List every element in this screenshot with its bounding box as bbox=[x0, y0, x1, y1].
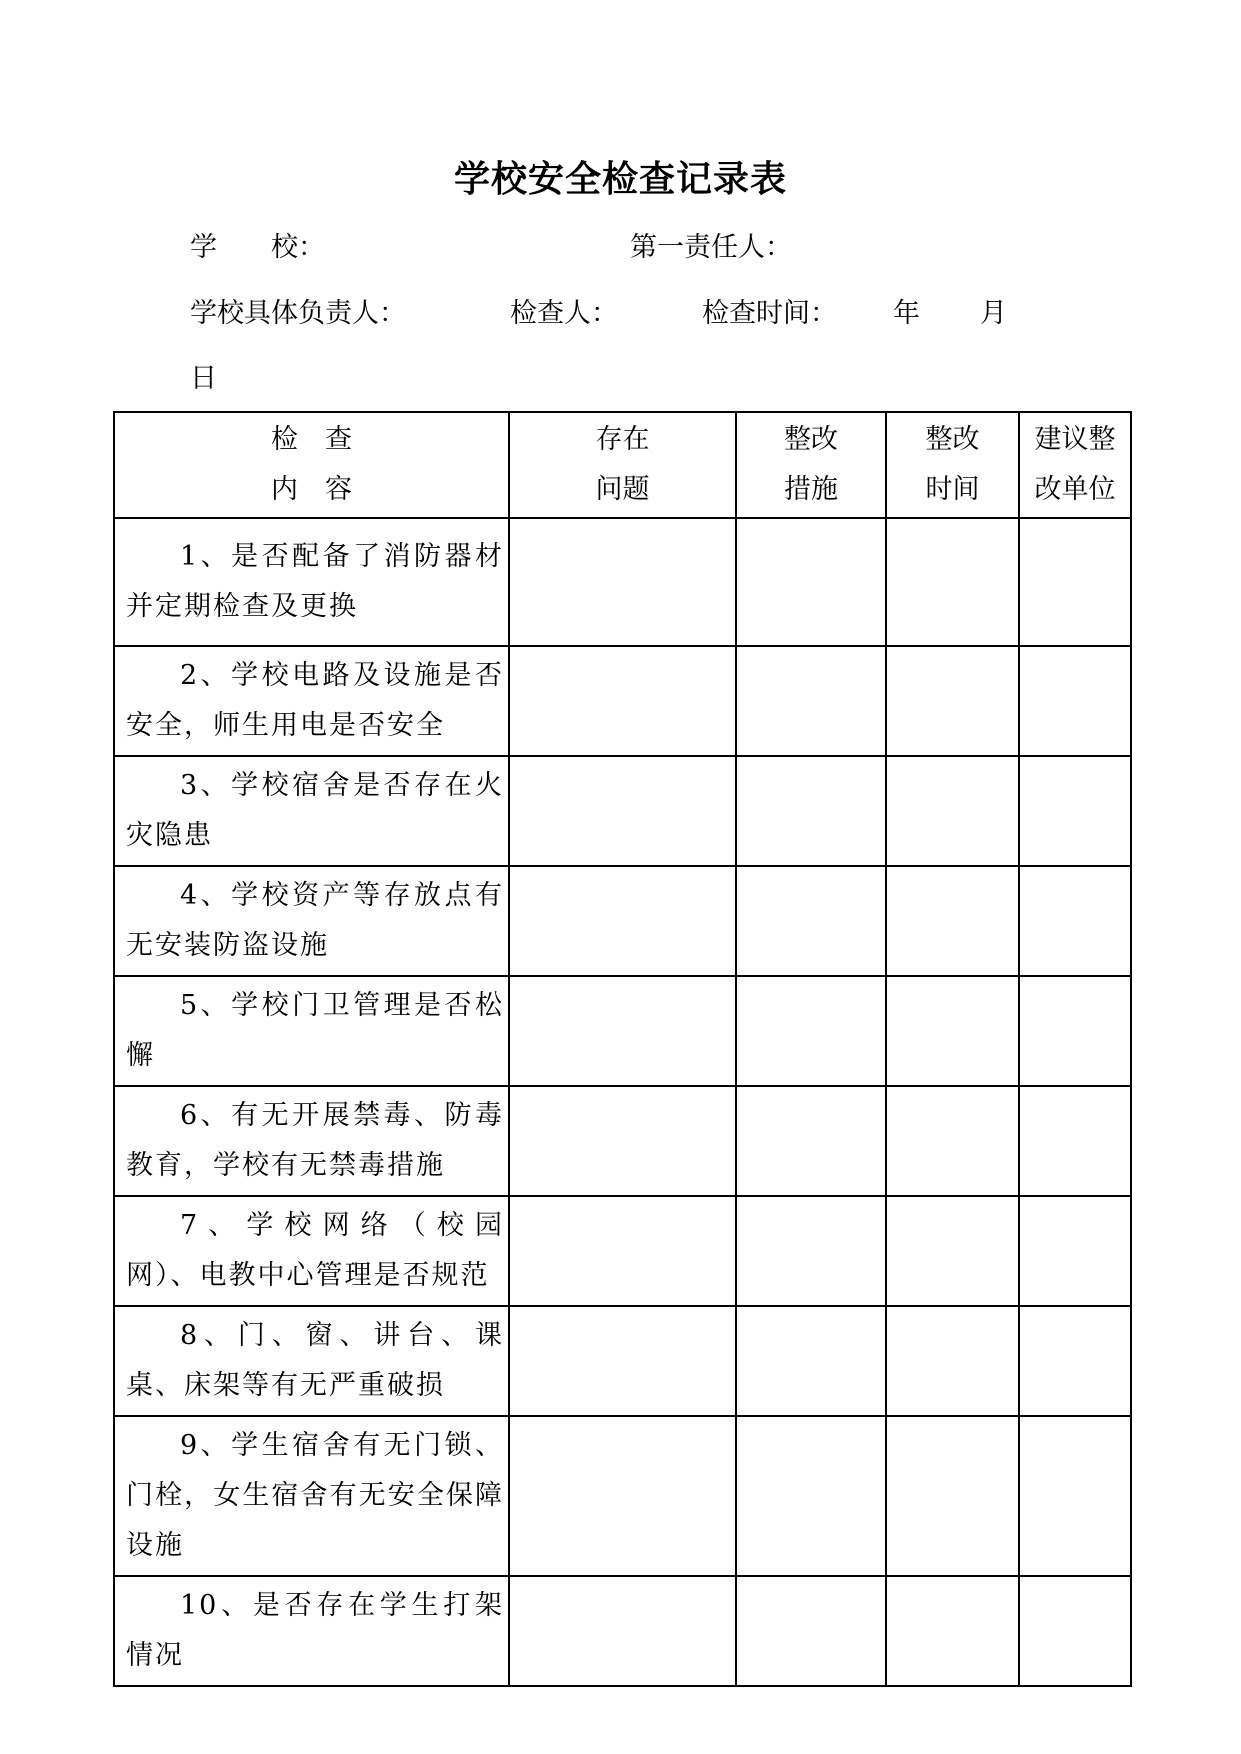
check-item-1: 1、是否配备了消防器材并定期检查及更换 bbox=[114, 518, 509, 646]
rectification-measures-cell[interactable] bbox=[736, 1086, 886, 1196]
rectification-time-cell[interactable] bbox=[886, 1086, 1019, 1196]
header-rectification-measures-line2: 措施 bbox=[784, 474, 838, 505]
header-suggested-unit bbox=[1019, 412, 1131, 518]
suggested-unit-cell[interactable] bbox=[1019, 646, 1131, 756]
rectification-measures-cell[interactable] bbox=[736, 1306, 886, 1416]
existing-problems-cell[interactable] bbox=[509, 1306, 736, 1416]
check-item-7: 7、学校网络（校园网）、电教中心管理是否规范 bbox=[114, 1196, 509, 1306]
suggested-unit-cell[interactable] bbox=[1019, 518, 1131, 646]
suggested-unit-cell[interactable] bbox=[1019, 866, 1131, 976]
suggested-unit-cell[interactable] bbox=[1019, 1196, 1131, 1306]
existing-problems-cell[interactable] bbox=[509, 866, 736, 976]
month-label: 月 bbox=[980, 298, 1007, 329]
check-item-10: 10、是否存在学生打架情况 bbox=[114, 1576, 509, 1686]
rectification-measures-cell[interactable] bbox=[736, 976, 886, 1086]
existing-problems-cell[interactable] bbox=[509, 518, 736, 646]
table-row bbox=[114, 866, 1131, 976]
inspection-table bbox=[113, 411, 1132, 1687]
check-item-8: 8、门、窗、讲台、课桌、床架等有无严重破损 bbox=[114, 1306, 509, 1416]
table-row bbox=[114, 756, 1131, 866]
rectification-measures-cell[interactable] bbox=[736, 866, 886, 976]
existing-problems-cell[interactable] bbox=[509, 756, 736, 866]
rectification-time-cell[interactable] bbox=[886, 1306, 1019, 1416]
existing-problems-cell[interactable] bbox=[509, 646, 736, 756]
rectification-time-cell[interactable] bbox=[886, 518, 1019, 646]
existing-problems-cell[interactable] bbox=[509, 1196, 736, 1306]
check-item-5: 5、学校门卫管理是否松懈 bbox=[114, 976, 509, 1086]
rectification-measures-cell[interactable] bbox=[736, 518, 886, 646]
suggested-unit-cell[interactable] bbox=[1019, 1086, 1131, 1196]
rectification-time-cell[interactable] bbox=[886, 1576, 1019, 1686]
specific-responsible-label: 学校具体负责人： bbox=[190, 298, 406, 329]
header-check-content-line1: 检 查 bbox=[271, 424, 352, 455]
table-row bbox=[114, 646, 1131, 756]
rectification-time-cell[interactable] bbox=[886, 866, 1019, 976]
first-responsible-label: 第一责任人： bbox=[630, 232, 792, 263]
rectification-measures-cell[interactable] bbox=[736, 1576, 886, 1686]
year-label: 年 bbox=[893, 298, 920, 329]
header-rectification-time-line2: 时间 bbox=[925, 474, 980, 505]
existing-problems-cell[interactable] bbox=[509, 976, 736, 1086]
header-rectification-measures-line1: 整改 bbox=[784, 424, 838, 455]
table-row bbox=[114, 976, 1131, 1086]
document-title: 学校安全检查记录表 bbox=[453, 159, 787, 200]
check-time-label: 检查时间： bbox=[702, 298, 837, 329]
header-existing-problems bbox=[509, 412, 736, 518]
check-item-3: 3、学校宿舍是否存在火灾隐患 bbox=[114, 756, 509, 866]
school-label: 学 校： bbox=[190, 232, 325, 263]
rectification-measures-cell[interactable] bbox=[736, 1196, 886, 1306]
suggested-unit-cell[interactable] bbox=[1019, 1416, 1131, 1576]
header-check-content bbox=[114, 412, 509, 518]
table-row bbox=[114, 1196, 1131, 1306]
day-label: 日 bbox=[190, 363, 217, 394]
existing-problems-cell[interactable] bbox=[509, 1086, 736, 1196]
check-item-6: 6、有无开展禁毒、防毒教育，学校有无禁毒措施 bbox=[114, 1086, 509, 1196]
existing-problems-cell[interactable] bbox=[509, 1576, 736, 1686]
table-row bbox=[114, 1086, 1131, 1196]
check-item-2: 2、学校电路及设施是否安全，师生用电是否安全 bbox=[114, 646, 509, 756]
header-existing-problems-line2: 问题 bbox=[595, 474, 650, 505]
table-header-row bbox=[114, 412, 1131, 518]
header-existing-problems-line1: 存在 bbox=[595, 424, 650, 455]
existing-problems-cell[interactable] bbox=[509, 1416, 736, 1576]
header-rectification-time bbox=[886, 412, 1019, 518]
rectification-time-cell[interactable] bbox=[886, 1416, 1019, 1576]
rectification-time-cell[interactable] bbox=[886, 1196, 1019, 1306]
header-rectification-time-line1: 整改 bbox=[925, 424, 980, 455]
rectification-measures-cell[interactable] bbox=[736, 1416, 886, 1576]
suggested-unit-cell[interactable] bbox=[1019, 1306, 1131, 1416]
rectification-time-cell[interactable] bbox=[886, 646, 1019, 756]
header-check-content-line2: 内 容 bbox=[271, 474, 352, 505]
table-row bbox=[114, 1416, 1131, 1576]
suggested-unit-cell[interactable] bbox=[1019, 976, 1131, 1086]
rectification-time-cell[interactable] bbox=[886, 756, 1019, 866]
check-item-4: 4、学校资产等存放点有无安装防盗设施 bbox=[114, 866, 509, 976]
rectification-time-cell[interactable] bbox=[886, 976, 1019, 1086]
rectification-measures-cell[interactable] bbox=[736, 646, 886, 756]
table-row bbox=[114, 518, 1131, 646]
table-row bbox=[114, 1576, 1131, 1686]
suggested-unit-cell[interactable] bbox=[1019, 1576, 1131, 1686]
check-item-9: 9、学生宿舍有无门锁、门栓，女生宿舍有无安全保障设施 bbox=[114, 1416, 509, 1576]
rectification-measures-cell[interactable] bbox=[736, 756, 886, 866]
header-suggested-unit-line2: 改单位 bbox=[1034, 474, 1116, 505]
inspector-label: 检查人： bbox=[510, 298, 618, 329]
header-suggested-unit-line1: 建议整 bbox=[1034, 424, 1116, 455]
header-rectification-measures bbox=[736, 412, 886, 518]
table-row bbox=[114, 1306, 1131, 1416]
suggested-unit-cell[interactable] bbox=[1019, 756, 1131, 866]
